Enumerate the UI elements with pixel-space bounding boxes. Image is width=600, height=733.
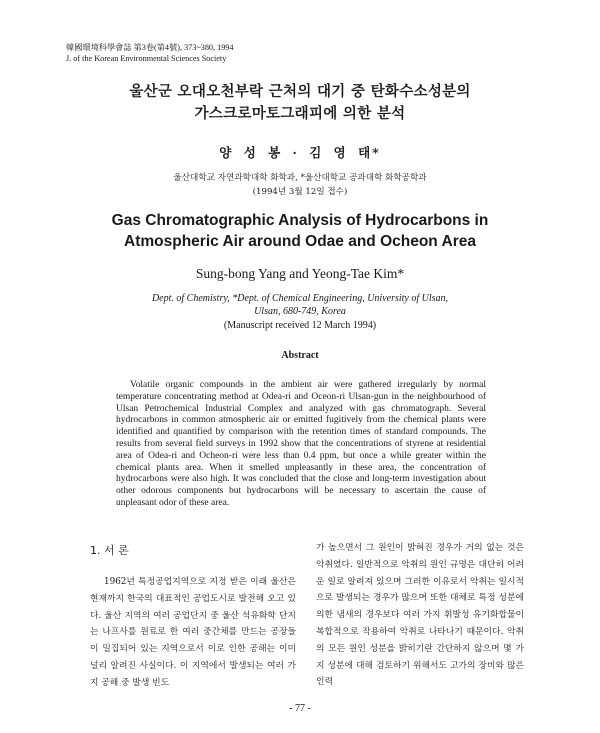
journal-header — [66, 42, 234, 64]
english-title-line1: Gas Chromatographic Analysis of Hydrocarbons in — [111, 212, 489, 229]
page-number: - 77 - — [289, 703, 311, 714]
intro-left-column — [90, 574, 296, 692]
manuscript-date: (Manuscript received 12 March 1994) — [223, 320, 377, 331]
korean-title-line1: 울산군 오대오천부락 근처의 대기 중 탄화수소성분의 — [129, 84, 471, 100]
english-authors: Sung-bong Yang and Yeong-Tae Kim* — [195, 266, 405, 281]
journal-citation-english: J. of the Korean Environmental Sciences Society — [66, 54, 227, 63]
intro-right-paragraph: 가 높으면서 그 원인이 밝혀진 경우가 거의 없는 것은 악취였다. 일반적으로 악취의 원인 규명은 대단히 어려운 일로 알려져 있으며 그러한 이유로서 악취는 일시적으로 발생되는 경우가 많으며 또한 대체로 특정 성분에 의한 냄새의 경우보다 여러 가지 휘발성 유기화합물이 복합적으로 작용하여 악취로 나타나기 때문이다. 악취의 모든 원인 성분을 밝히기란 간단하지 않으며 몇 가지 성분에 대해 검토하기 위해서도 고가의 장비와 많은 인력 — [316, 543, 524, 688]
korean-affiliation: 울산대학교 자연과학대학 화학과, *울산대학교 공과대학 화학공학과 — [173, 173, 427, 183]
abstract-text: Volatile organic compounds in the ambient air were gathered irregularly by normal temperature concentrating method at Odea-ri and Oceon-ri Ulsan-gun in the neighbourhood of Ulsan Petrochemical Industrial Complex and analyzed with gas chromatograph. Several hydrocarbons in common atmospheric air or emitted fugitively from the chemical plants were identified and quantified by comparison with the retention times of standard compounds. The results from several field surveys in 1992 show that the concentrations of styrene at residential area of Odea-ri and Ocheon-ri were less than 0.4 ppm, but once a while greater within the chemical plants area. When it smelled unpleasantly in these area, the concentration of hydrocarbons were also high. It was concluded that the close and long-term investigation about other odorous components but hydrocarbons will be necessary to ascertain the cause of unpleasant odor of these area. — [116, 380, 486, 508]
korean-title-line2: 가스크로마토그래피에 의한 분석 — [194, 106, 406, 122]
korean-authors: 양 성 봉 · 김 영 태* — [219, 145, 381, 160]
korean-received-date: (1994년 3월 12일 접수) — [252, 187, 348, 197]
english-affiliation-line2: Ulsan, 680-749, Korea — [254, 306, 346, 317]
english-title-line2: Atmospheric Air around Odae and Ocheon Area — [124, 233, 476, 250]
abstract-heading: Abstract — [281, 350, 319, 361]
intro-left-paragraph: 1962년 특정공업지역으로 지정 받은 이래 울산은 현재까지 한국의 대표적인 공업도시로 발전해 오고 있다. 울산 지역의 여러 공업단지 중 울산 석유화학 단지는 나프사를 원료로 한 여러 중간체를 만드는 공장들이 밀집되어 있는 지역으로서 이로 인한 공해는 이미 널리 알려진 사실이다. 이 지역에서 발생되는 여러 가지 공해 중 발생 빈도 — [90, 577, 296, 688]
intro-right-column — [316, 540, 524, 691]
section-heading-introduction: 1. 서 론 — [90, 544, 129, 557]
journal-citation-korean: 韓國環境科學會誌 第3卷(第4號), 373~380, 1994 — [66, 43, 234, 52]
abstract-body — [116, 380, 486, 510]
english-affiliation-line1: Dept. of Chemistry, *Dept. of Chemical Engineering, University of Ulsan, — [151, 293, 449, 304]
